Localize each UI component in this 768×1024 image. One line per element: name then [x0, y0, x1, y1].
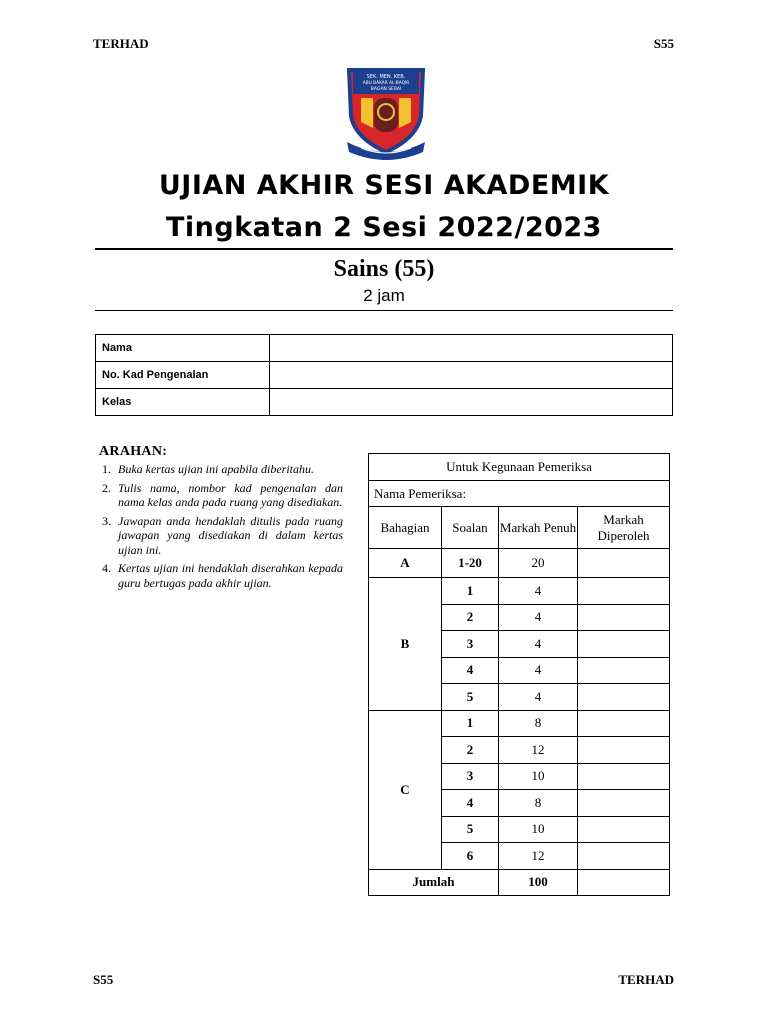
ic-number-field[interactable]: [270, 362, 673, 389]
candidate-info-table: [95, 334, 673, 416]
instruction-item: 3. Jawapan anda hendaklah ditulis pada ruang jawapan yang disediakan di dalam kertas ujian ini.: [102, 513, 343, 557]
question-number: 1: [442, 710, 499, 737]
marks-obtained-cell[interactable]: [578, 790, 670, 817]
info-label-ic: No. Kad Pengenalan: [96, 362, 270, 389]
question-number: 2: [442, 737, 499, 764]
header-paper-code: S55: [653, 36, 674, 51]
marks-obtained-cell[interactable]: [578, 843, 670, 870]
subject-divider: [95, 310, 673, 311]
full-marks: 4: [499, 657, 578, 684]
info-row-ic: [96, 362, 673, 389]
question-number: 5: [442, 684, 499, 711]
header-section: Bahagian: [369, 507, 442, 549]
marks-obtained-cell[interactable]: [578, 816, 670, 843]
name-field[interactable]: [270, 335, 673, 362]
footer-restricted-label: TERHAD: [618, 972, 674, 987]
instructions-section: [99, 444, 343, 594]
question-number: 4: [442, 790, 499, 817]
school-crest-logo: [343, 64, 429, 160]
section-b: B: [369, 578, 442, 711]
total-label: Jumlah: [369, 869, 499, 896]
section-a: A: [369, 549, 442, 578]
full-marks: 4: [499, 604, 578, 631]
marks-obtained-cell[interactable]: [578, 578, 670, 605]
header-question: Soalan: [442, 507, 499, 549]
exam-duration: 2 jam: [363, 286, 405, 305]
crest-text-line1: SEK. MEN. KEB.: [366, 74, 406, 80]
full-marks: 12: [499, 843, 578, 870]
full-marks: 20: [499, 549, 578, 578]
section-c: C: [369, 710, 442, 869]
question-number: 4: [442, 657, 499, 684]
total-marks-obtained-cell[interactable]: [578, 869, 670, 896]
header-full-marks: Markah Penuh: [499, 507, 578, 549]
header-marks-obtained: Markah Diperoleh: [578, 507, 670, 549]
instruction-item: 4. Kertas ujian ini hendaklah diserahkan kepada guru bertugas pada akhir ujian.: [102, 561, 343, 590]
class-field[interactable]: [270, 389, 673, 416]
marks-obtained-cell[interactable]: [578, 657, 670, 684]
info-row-name: [96, 335, 673, 362]
full-marks: 4: [499, 631, 578, 658]
footer-paper-code: S55: [93, 972, 114, 987]
info-label-name: Nama: [96, 335, 270, 362]
marks-obtained-cell[interactable]: [578, 549, 670, 578]
instructions-list: [99, 462, 343, 590]
full-marks: 10: [499, 816, 578, 843]
exam-title: UJIAN AKHIR SESI AKADEMIK: [158, 170, 610, 201]
instructions-title: ARAHAN:: [99, 444, 168, 459]
marks-obtained-cell[interactable]: [578, 737, 670, 764]
question-number: 5: [442, 816, 499, 843]
question-number: 1-20: [442, 549, 499, 578]
header-restricted-label: TERHAD: [93, 36, 149, 51]
marks-obtained-cell[interactable]: [578, 631, 670, 658]
info-label-class: Kelas: [96, 389, 270, 416]
full-marks: 8: [499, 790, 578, 817]
question-number: 3: [442, 631, 499, 658]
info-row-class: [96, 389, 673, 416]
examiner-marks-table: [368, 453, 670, 896]
marks-obtained-cell[interactable]: [578, 604, 670, 631]
crest-text-line3: BAGAN SERAI: [370, 87, 402, 92]
title-divider: [95, 248, 673, 250]
question-number: 6: [442, 843, 499, 870]
full-marks: 8: [499, 710, 578, 737]
full-marks: 4: [499, 578, 578, 605]
exam-subtitle: Tingkatan 2 Sesi 2022/2023: [166, 212, 602, 243]
crest-text-line2: ABU BAKAR AL-BAQIR: [362, 81, 410, 86]
subject-name: Sains (55): [333, 256, 435, 282]
marks-obtained-cell[interactable]: [578, 710, 670, 737]
marks-obtained-cell[interactable]: [578, 684, 670, 711]
full-marks: 4: [499, 684, 578, 711]
instruction-item: 1. Buka kertas ujian ini apabila diberitahu.: [102, 462, 314, 476]
instruction-item: 2. Tulis nama, nombor kad pengenalan dan nama kelas anda pada ruang yang disediakan.: [102, 480, 343, 509]
full-marks: 10: [499, 763, 578, 790]
examiner-name-field[interactable]: Nama Pemeriksa:: [369, 481, 670, 507]
total-full-marks: 100: [499, 869, 578, 896]
question-number: 3: [442, 763, 499, 790]
question-number: 2: [442, 604, 499, 631]
question-number: 1: [442, 578, 499, 605]
full-marks: 12: [499, 737, 578, 764]
marks-table-caption: Untuk Kegunaan Pemeriksa: [369, 454, 670, 481]
marks-obtained-cell[interactable]: [578, 763, 670, 790]
